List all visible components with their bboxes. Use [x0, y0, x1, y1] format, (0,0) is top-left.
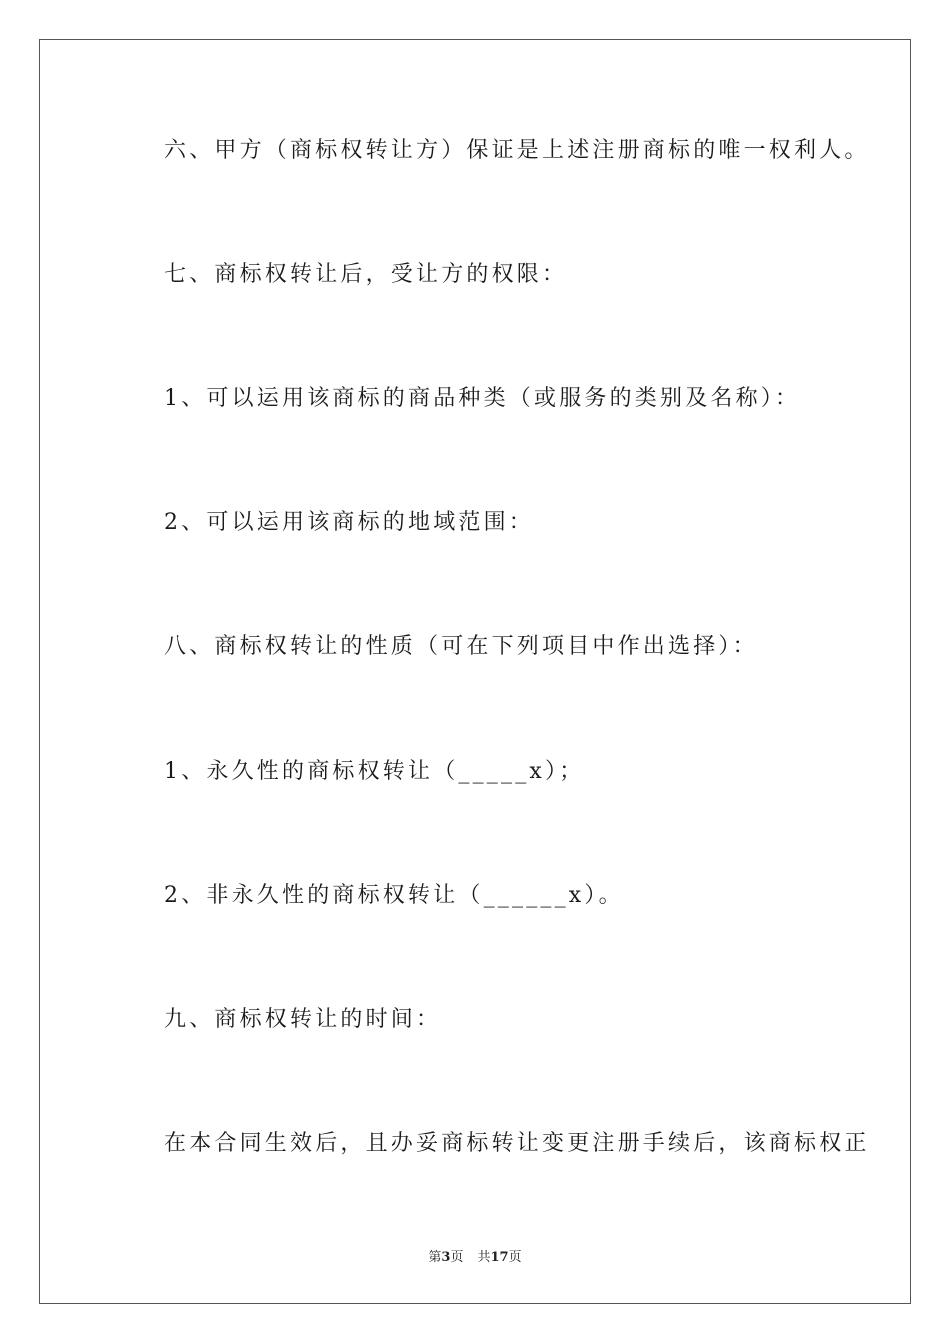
footer-page-prefix: 第 [428, 1250, 442, 1265]
footer-total-prefix: 共 [477, 1250, 491, 1265]
footer-page-suffix: 页 [450, 1250, 464, 1265]
footer-total-suffix: 页 [508, 1250, 522, 1265]
paragraph-clause-7-item-2: 2、可以运用该商标的地域范围： [164, 510, 534, 535]
paragraph-clause-8: 八、商标权转让的性质（可在下列项目中作出选择）： [164, 634, 758, 659]
paragraph-clause-9: 九、商标权转让的时间： [164, 1007, 442, 1032]
paragraph-clause-7: 七、商标权转让后，受让方的权限： [164, 262, 568, 287]
paragraph-clause-6: 六、甲方（商标权转让方）保证是上述注册商标的唯一权利人。 [164, 138, 870, 163]
paragraph-clause-7-item-1: 1、可以运用该商标的商品种类（或服务的类别及名称）： [164, 386, 801, 411]
footer-page-number: 3 [441, 1250, 451, 1265]
page-border [39, 39, 911, 1304]
paragraph-clause-8-item-2: 2、非永久性的商标权转让（______x）。 [164, 883, 624, 908]
paragraph-clause-8-item-1: 1、永久性的商标权转让（_____x）； [164, 759, 585, 784]
footer-total-number: 17 [490, 1250, 509, 1265]
page-footer [0, 1246, 950, 1265]
paragraph-clause-9-body: 在本合同生效后，且办妥商标转让变更注册手续后，该商标权正 [164, 1131, 870, 1156]
